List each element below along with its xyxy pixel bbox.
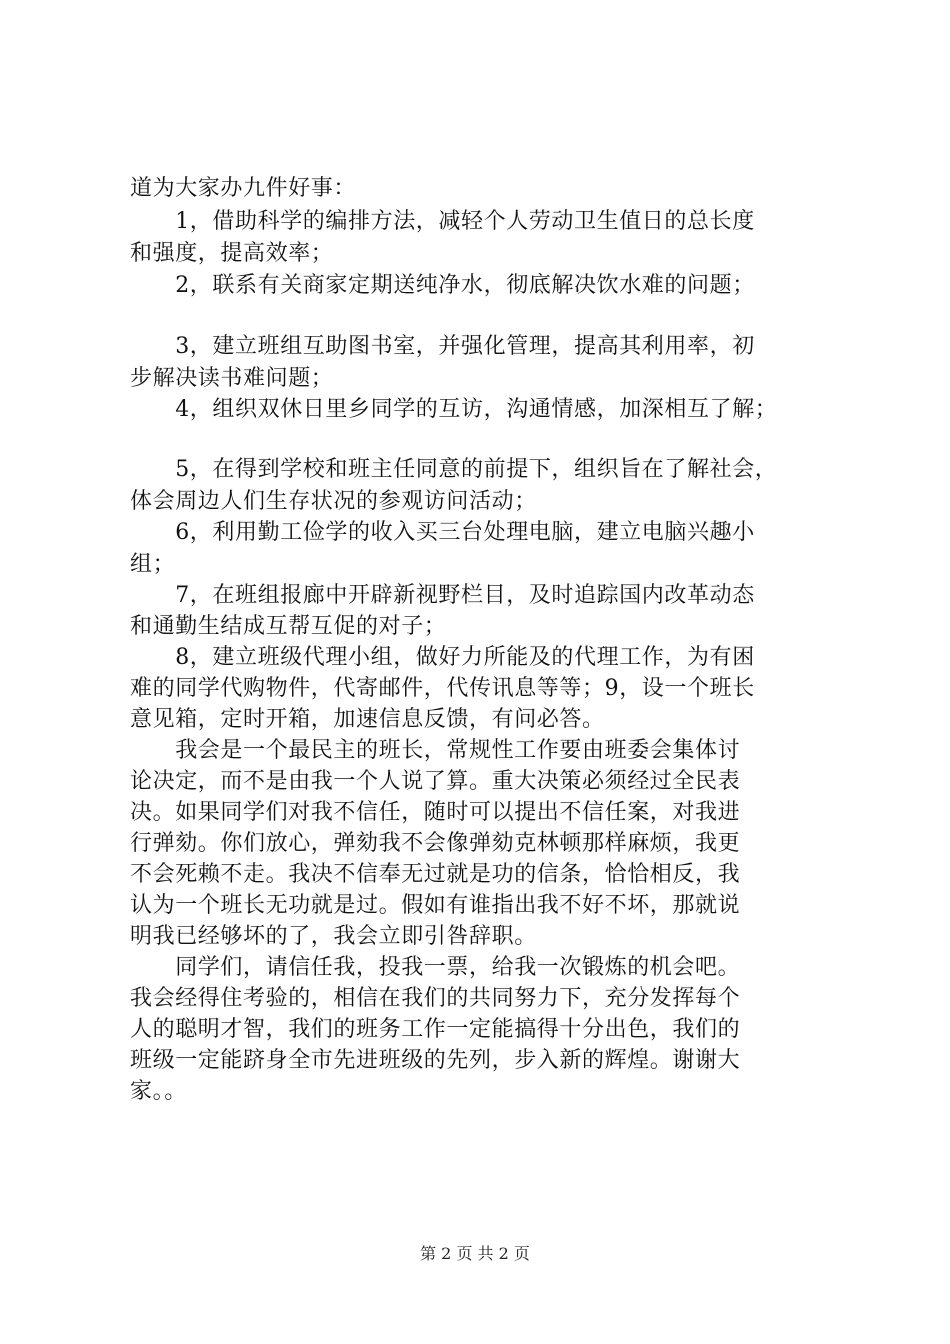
text-line: 不会死赖不走。我决不信奉无过就是功的信条，恰恰相反，我: [130, 862, 741, 887]
text-line: 认为一个班长无功就是过。假如有谁指出我不好不坏，那就说: [130, 893, 741, 918]
text-line: 行弹劾。你们放心，弹劾我不会像弹劾克林顿那样麻烦，我更: [130, 831, 741, 856]
text-line: 1，借助科学的编排方法，减轻个人劳动卫生值日的总长度: [130, 209, 755, 234]
text-line: 我会是一个最民主的班长，常规性工作要由班委会集体讨: [130, 738, 741, 763]
text-line: 步解决读书难问题；: [130, 366, 334, 391]
text-line: 4，组织双休日里乡同学的互访，沟通情感，加深相互了解；: [130, 397, 778, 422]
text-line: 道为大家办九件好事：: [130, 176, 357, 201]
text-line: 7，在班组报廊中开辟新视野栏目，及时追踪国内改革动态: [130, 583, 755, 608]
text-line: 明我已经够坏的了，我会立即引咎辞职。: [130, 924, 537, 949]
text-line: 2，联系有关商家定期送纯净水，彻底解决饮水难的问题；: [130, 273, 755, 298]
text-line: 决。如果同学们对我不信任，随时可以提出不信任案，对我进: [130, 800, 741, 825]
text-line: 体会周边人们生存状况的参观访问活动；: [130, 489, 537, 514]
text-line: 3，建立班组互助图书室，并强化管理，提高其利用率，初: [130, 334, 755, 359]
text-line: 班级一定能跻身全市先进班级的先列，步入新的辉煌。谢谢大: [130, 1048, 741, 1073]
text-line: 8，建立班级代理小组，做好力所能及的代理工作，为有困: [130, 645, 755, 670]
text-line: 论决定，而不是由我一个人说了算。重大决策必须经过全民表: [130, 769, 741, 794]
text-line: 人的聪明才智，我们的班务工作一定能搞得十分出色，我们的: [130, 1017, 741, 1042]
text-line: 我会经得住考验的，相信在我们的共同努力下，充分发挥每个: [130, 986, 741, 1011]
text-line: 组；: [130, 552, 176, 577]
page-number-footer: 第 2 页 共 2 页: [420, 1244, 530, 1263]
text-line: 5，在得到学校和班主任同意的前提下，组织旨在了解社会，: [130, 457, 778, 482]
text-line: 同学们，请信任我，投我一票，给我一次锻炼的机会吧。: [130, 955, 741, 980]
text-line: 和通勤生结成互帮互促的对子；: [130, 614, 447, 639]
text-line: 6，利用勤工俭学的收入买三台处理电脑，建立电脑兴趣小: [130, 520, 755, 545]
text-line: 和强度，提高效率；: [130, 241, 334, 266]
text-line: 意见箱，定时开箱，加速信息反馈，有问必答。: [130, 707, 605, 732]
text-line: 难的同学代购物件，代寄邮件，代传讯息等等；9，设一个班长: [130, 676, 755, 701]
text-line: 家。。: [130, 1079, 187, 1104]
